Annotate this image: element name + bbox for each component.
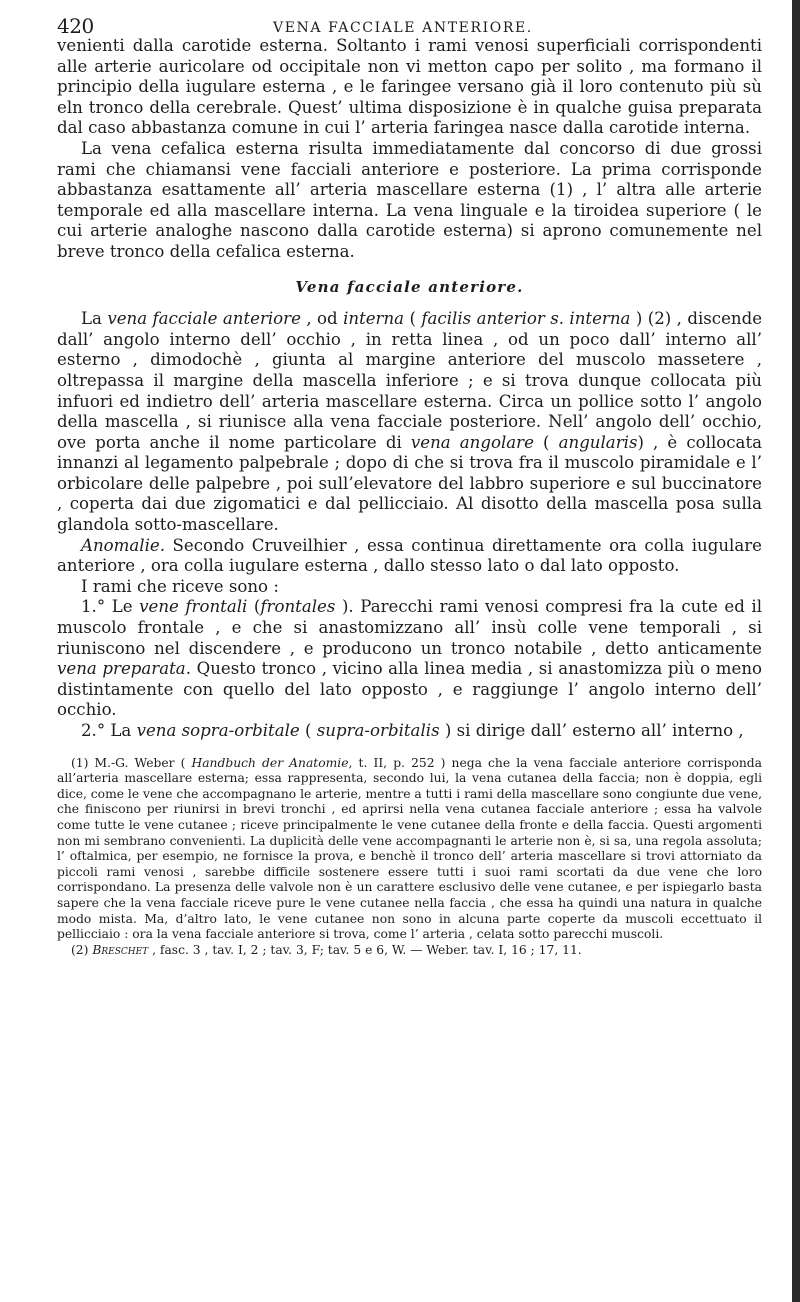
- page-header: [57, 10, 762, 36]
- page-edge-shadow: [792, 0, 800, 1302]
- footnote-1: (1) M.-G. Weber ( Handbuch der Anatomie, t. II, p. 252 ) nega che la vena facciale anteriore corrisponda all’arteria mascellare esterna; essa rappresenta, secondo lui, la vena cutanea della faccia; non è doppia, egli dice, come le vene che accompagnano le arterie, mentre a tutti i rami della mascellare sono congiunte due vene, che finiscono per riunirsi in brevi tronchi , ed aprirsi nella vena cutanea facciale anteriore ; essa ha valvole come tutte le vene cutanee ; riceve principalmente le vene cutanee della fronte e della faccia. Questi argomenti non mi sembrano convenienti. La duplicità delle vene accompagnanti le arterie non è, si sa, una regola assoluta; l’ oftalmica, per esempio, ne fornisce la prova, e benchè il tronco dell’ arteria mascellare si trovi attorniato da piccoli rami venosi , sarebbe difficile sostenere essere tutti i suoi rami scortati da due vene che loro corrispondano. La presenza delle valvole non è un carattere esclusivo delle vene cutanee, e per ispiegarlo basta sapere che la vena facciale riceve pure le vene cutanee nella faccia , che essa ha quindi una natura in qualche modo mista. Ma, d’altro lato, le vene cutanee non sono in alcuna parte coperte da muscoli eccettuato il pellicciaio : ora la vena facciale anteriore si trova, come l’ arteria , celata sotto parecchi muscoli.: [57, 755, 763, 942]
- paragraph-3: La vena facciale anteriore , od interna ( facilis anterior s. interna ) (2) , discende dall’ angolo interno dell’ occhio , in retta linea , od un poco dall’ interno all’ esterno , dimodochè , giunta al margine anteriore del muscolo massetere , oltrepassa il margine della mascella inferiore ; e si trova dunque collocata più infuori ed indietro dell’ arteria mascellare esterna. Circa un pollice sotto l’ angolo della mascella , si riunisce alla vena facciale posteriore. Nell’ angolo dell’ occhio, ove porta anche il nome particolare di vena angolare ( angularis) , è collocata innanzi al legamento palpebrale ; dopo di che si trova fra il muscolo piramidale e l’ orbicolare delle palpebre , poi sull’elevatore del labbro superiore e sul buccinatore , coperta dai due zigomatici e dal pellicciaio. Al disotto della mascella posa sulla glandola sotto-mascellare.: [57, 309, 763, 535]
- section-heading: Vena facciale anteriore.: [295, 277, 524, 296]
- footnote-2: (2) Breschet , fasc. 3 , tav. I, 2 ; tav. 3, F; tav. 5 e 6, W. — Weber. tav. I, 16 ; 17, 11.: [71, 942, 582, 957]
- paragraph-2: La vena cefalica esterna risulta immediatamente dal concorso di due grossi rami che chiamansi vene facciali anteriore e posteriore. La prima corrisponde abbastanza esattamente all’ arteria mascellare esterna (1) , l’ altra alle arterie temporale ed alla mascellare interna. La vena linguale e la tiroidea superiore ( le cui arterie analoghe nascono dalla carotide esterna) si aprono comunemente nel breve tronco della cefalica esterna.: [57, 138, 762, 261]
- paragraph-sopra-orbitale: 2.° La vena sopra-orbitale ( supra-orbitalis ) si dirige dall’ esterno all’ interno ,: [81, 721, 744, 740]
- page-number: 420: [57, 14, 94, 38]
- paragraph-1: venienti dalla carotide esterna. Soltanto i rami venosi superficiali corrispondenti alle arterie auricolare od occipitale non vi metton capo per solito , ma formano il principio della iugulare esterna , e le faringee versano già il loro contenuto più sù eln tronco della cerebrale. Quest’ ultima disposizione è in qualche guisa preparata dal caso abbastanza comune in cui l’ arteria faringea nasce dalla carotide interna.: [57, 36, 762, 138]
- paragraph-vene-frontali: 1.° Le vene frontali (frontales ). Parecchi rami venosi compresi fra la cute ed il muscolo frontale , e che si anastomizzano all’ insù colle vene temporali , si riuniscono nel discendere , e producono un tronco notabile , detto anticamente vena preparata. Questo tronco , vicino alla linea media , si anastomizza più o meno distintamente con quello del lato opposto , e raggiunge l’ angolo interno dell’ occhio.: [57, 597, 763, 720]
- main-text: [57, 36, 762, 742]
- running-head: VENA FACCIALE ANTERIORE.: [273, 20, 533, 36]
- paragraph-rami: I rami che riceve sono :: [81, 576, 279, 596]
- footnotes: [57, 756, 762, 959]
- paragraph-anomalie: Anomalie. Secondo Cruveilhier , essa continua direttamente ora colla iugulare anteriore , ora colla iugulare esterna , dallo stesso lato o dal lato opposto.: [57, 535, 762, 576]
